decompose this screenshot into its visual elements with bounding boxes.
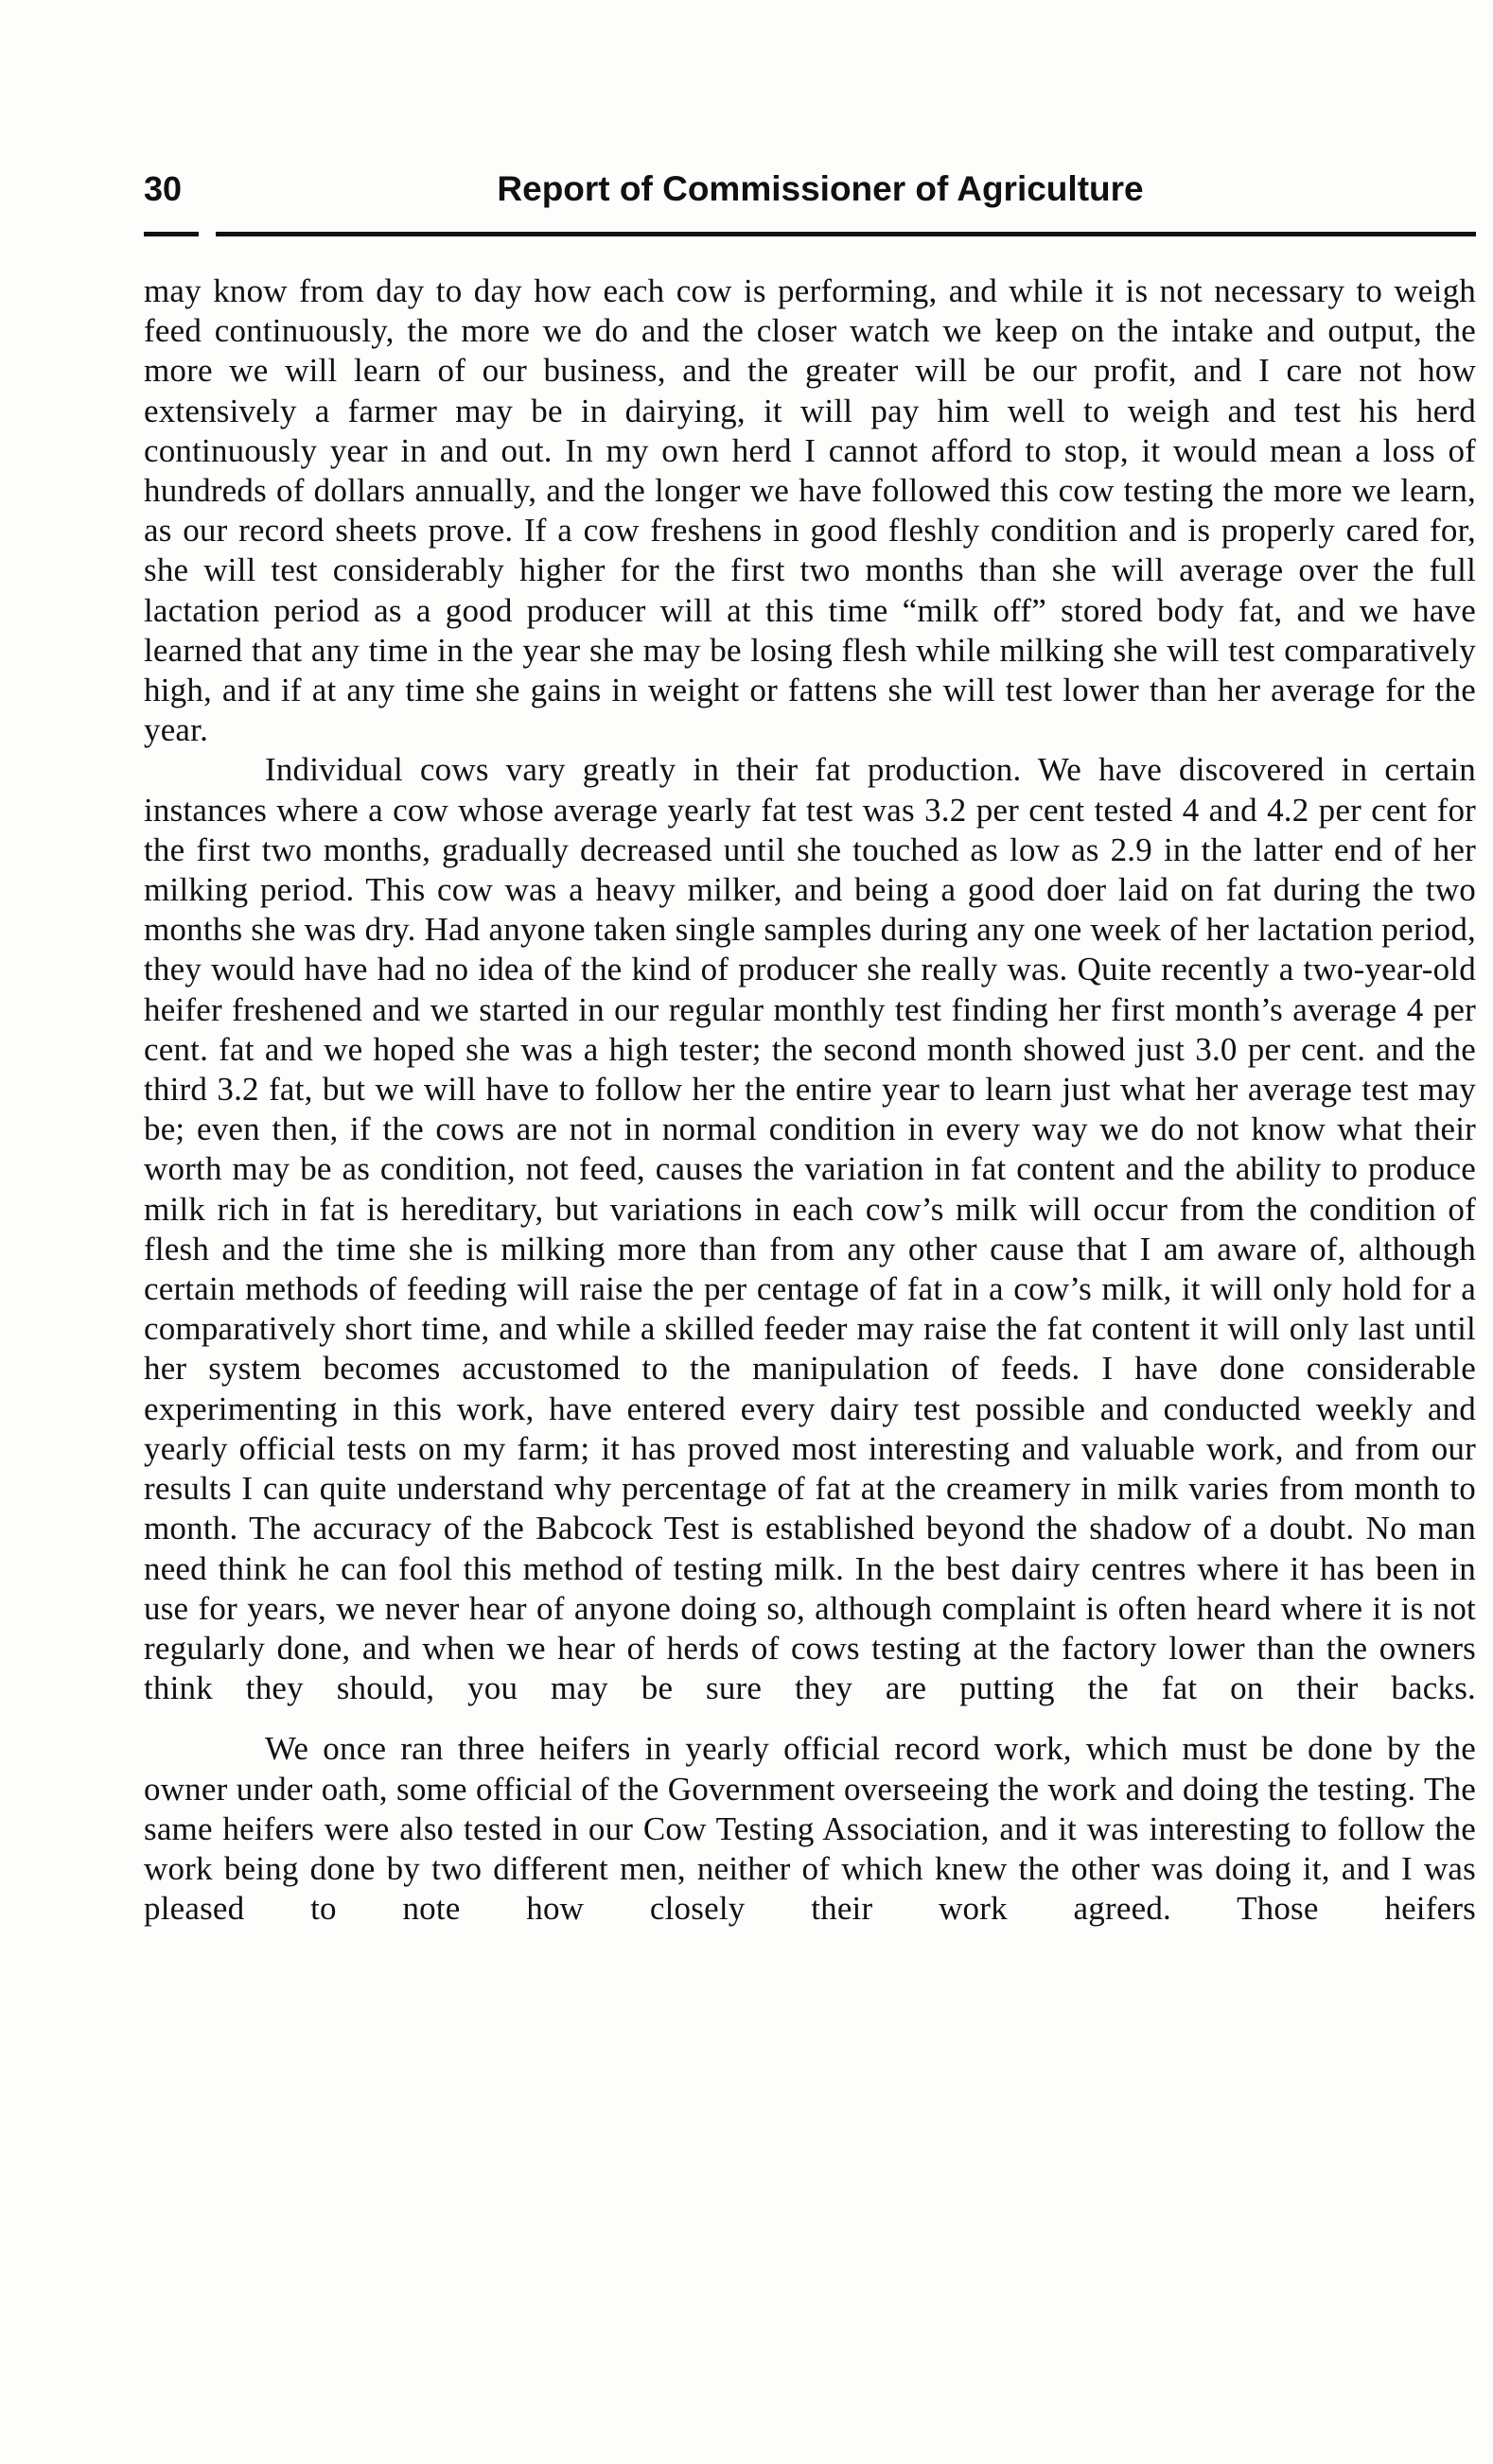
- paragraph-three-heifers: We once ran three heifers in yearly official record work, which must be done by the owner under oath, some official of the Government overseeing the work and doing the testing. The same heifers were also tested in our Cow Testing Association, and it was interesting to follow the work being done by two different men, neither of which knew the other was doing it, and I was pleased to note how closely their work agreed. Those heifers: [144, 1730, 1476, 1928]
- running-title: Report of Commissioner of Agriculture: [497, 169, 1144, 208]
- page-header: [144, 161, 1476, 218]
- header-rule-right: [216, 232, 1476, 236]
- page-number: 30: [144, 169, 183, 208]
- paragraph-individual-cows: Individual cows vary greatly in their fat production. We have discovered in certain instances where a cow whose average yearly fat test was 3.2 per cent tested 4 and 4.2 per cent for the first two months, gradually decreased until she touched as low as 2.9 in the latter end of her milking period. This cow was a heavy milker, and being a good doer laid on fat during the two months she was dry. Had anyone taken single samples during any one week of her lactation period, they would have had no idea of the kind of producer she really was. Quite recently a two-year-old heifer freshened and we started in our regular monthly test finding her first month’s average 4 per cent. fat and we hoped she was a high tester; the second month showed just 3.0 per cent. and the third 3.2 fat, but we will have to follow her the entire year to learn just what her average test may be; even then, if the cows are not in normal condition in every way we do not know what their worth may be as condition, not feed, causes the variation in fat content and the ability to produce milk rich in fat is hereditary, but variations in each cow’s milk will occur from the condition of flesh and the time she is milking more than from any other cause that I am aware of, although certain methods of feeding will raise the per centage of fat in a cow’s milk, it will only hold for a comparatively short time, and while a skilled feeder may raise the fat content it will only last until her system becomes accustomed to the manipulation of feeds. I have done considerable experimenting in this work, have entered every dairy test possible and conducted weekly and yearly official tests on my farm; it has proved most interesting and valuable work, and from our results I can quite understand why percentage of fat at the creamery in milk varies from month to month. The accuracy of the Babcock Test is established beyond the shadow of a doubt. No man need think he can fool this method of testing milk. In the best dairy centres where it has been in use for years, we never hear of anyone doing so, although complaint is often heard where it is not regularly done, and when we hear of herds of cows testing at the factory lower than the owners think they should, you may be sure they are putting the fat on their backs.: [144, 751, 1476, 1707]
- body-text: [144, 271, 1476, 1929]
- paragraph-continued: may know from day to day how each cow is performing, and while it is not necessary to weigh feed continuously, the more we do and the closer watch we keep on the intake and output, the more we will learn of our business, and the greater will be our profit, and I care not how extensively a farmer may be in dairying, it will pay him well to weigh and test his herd continuously year in and out. In my own herd I cannot afford to stop, it would mean a loss of hundreds of dollars annually, and the longer we have followed this cow testing the more we learn, as our record sheets prove. If a cow freshens in good fleshly condition and is properly cared for, she will test considerably higher for the first two months than she will average over the full lactation period as a good producer will at this time “milk off” stored body fat, and we have learned that any time in the year she may be losing flesh while milking she will test comparatively high, and if at any time she gains in weight or fattens she will test lower than her average for the year.: [144, 272, 1476, 749]
- header-rule-left: [144, 232, 199, 236]
